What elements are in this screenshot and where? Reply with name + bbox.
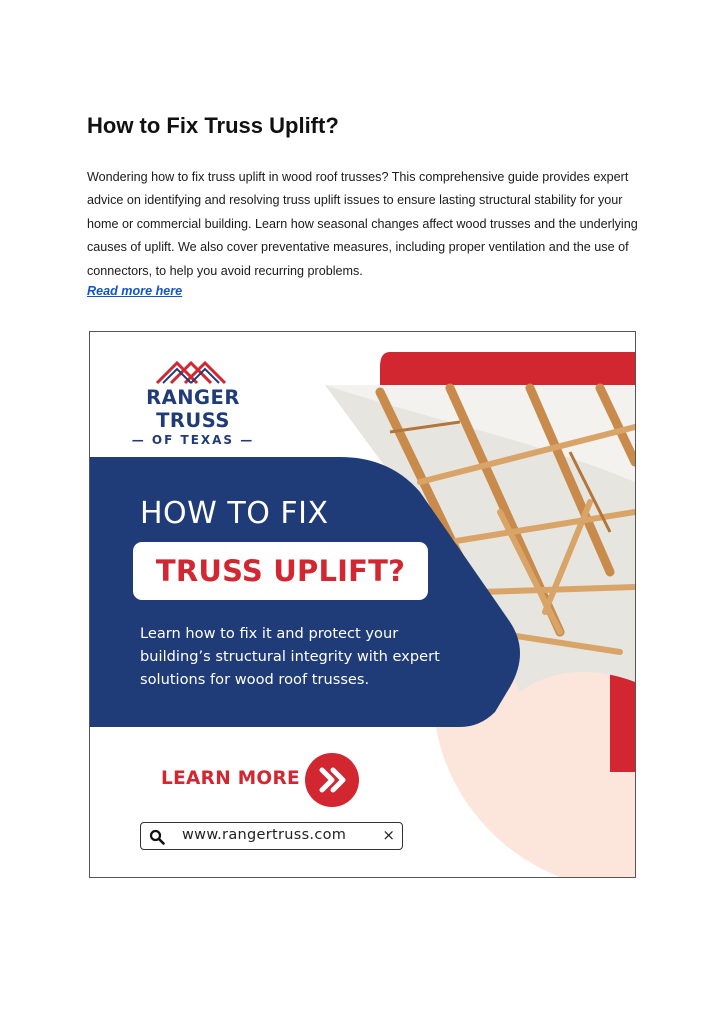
search-icon: [149, 829, 165, 845]
learn-more-button[interactable]: [305, 753, 359, 807]
double-chevron-right-icon: [305, 753, 359, 807]
intro-paragraph: Wondering how to fix truss uplift in wood roof trusses? This comprehensive guide provides expert advice on identifying and resolving truss uplift issues to ensure lasting structural stability for your home or commercial building. Learn how seasonal changes affect wood trusses and the underlying causes of uplift. We also cover preventative measures, including proper ventilation and the use of connectors, to help you avoid recurring problems.: [87, 170, 638, 278]
highlight-text: TRUSS UPLIFT?: [155, 554, 406, 588]
roof-logo-icon: [153, 359, 233, 385]
highlight-pill: [133, 542, 428, 600]
learn-more-label[interactable]: LEARN MORE: [161, 768, 300, 789]
close-icon[interactable]: ×: [382, 826, 395, 844]
promo-banner: [89, 331, 636, 878]
red-corner-shape: [380, 352, 635, 387]
logo-subtitle: — OF TEXAS —: [131, 433, 255, 447]
ranger-truss-logo: [112, 359, 274, 447]
read-more-link[interactable]: Read more here: [87, 284, 183, 298]
banner-subtext: Learn how to fix it and protect your building’s structural integrity with expert solutions for wood roof trusses.: [140, 625, 440, 688]
logo-name: RANGER TRUSS: [146, 386, 240, 432]
url-search-bar[interactable]: [140, 822, 403, 850]
url-text: www.rangertruss.com: [182, 827, 347, 843]
page-title: How to Fix Truss Uplift?: [87, 113, 339, 138]
banner-heading: HOW TO FIX: [140, 496, 329, 531]
